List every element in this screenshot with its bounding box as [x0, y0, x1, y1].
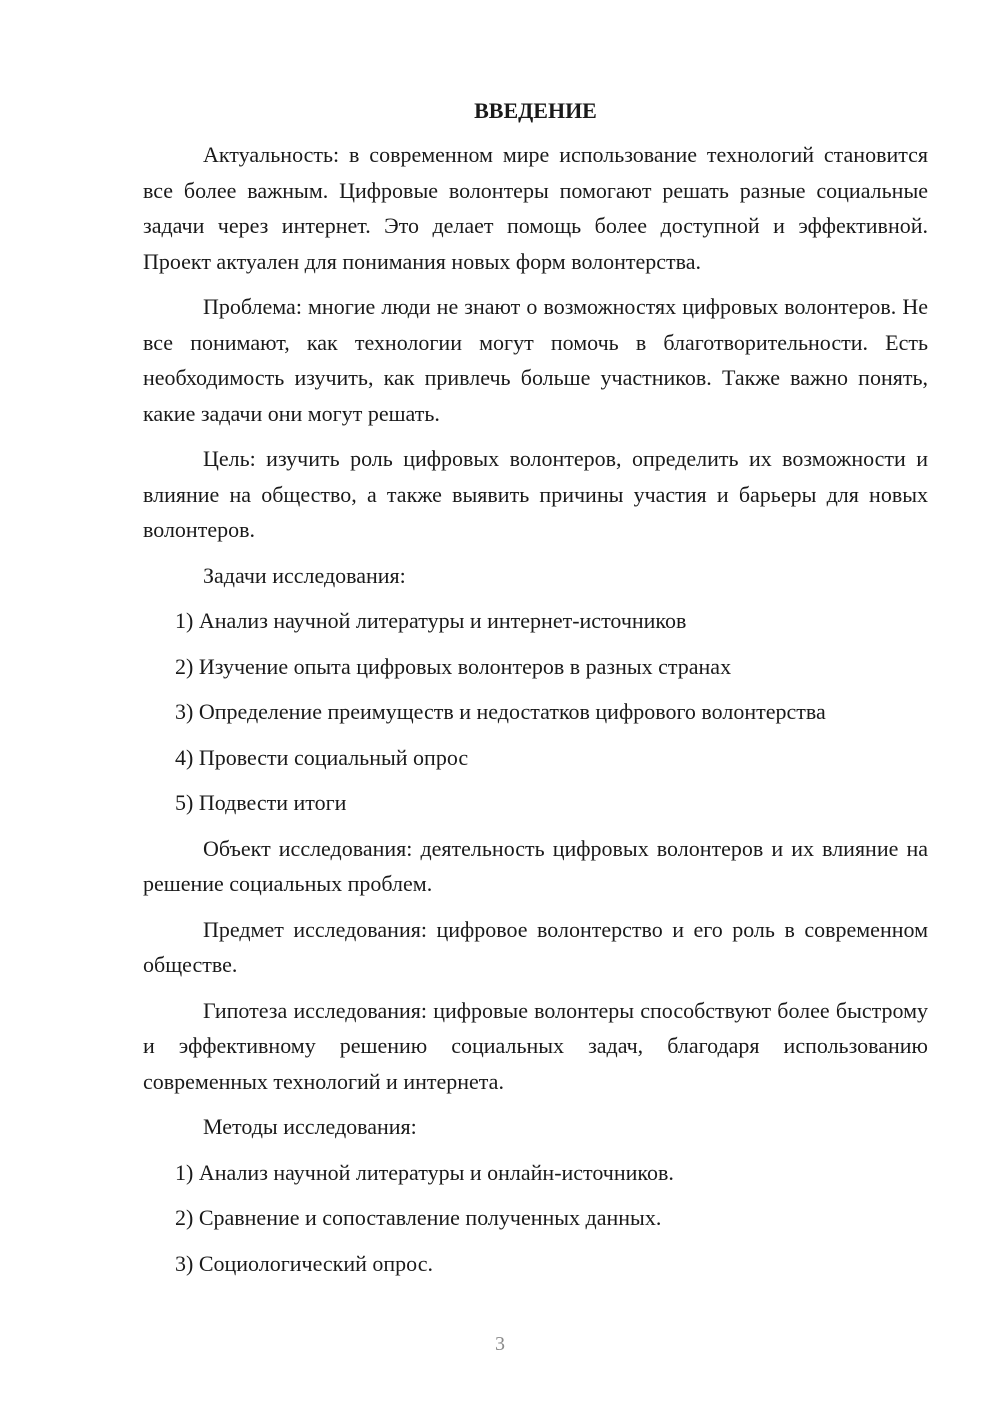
method-item: 3) Социологический опрос.	[175, 1250, 433, 1276]
subject-paragraph: Предмет исследования: цифровое волонтерство и его роль в современном обществе.	[143, 916, 928, 977]
goal-paragraph: Цель: изучить роль цифровых волонтеров, определить их возможности и влияние на общество, а также выявить причины участия и барьеры для новых волонтеров.	[143, 446, 928, 542]
problem-paragraph: Проблема: многие люди не знают о возможностях цифровых волонтеров. Не все понимают, как технологии могут помочь в благотворительности. Есть необходимость изучить, как привлечь больше участников. Также важно понять, какие задачи они могут решать.	[143, 294, 928, 426]
methods-list	[143, 1155, 928, 1282]
relevance-paragraph: Актуальность: в современном мире использование технологий становится все более важным. Цифровые волонтеры помогают решать разные социальные задачи через интернет. Это делает помощь более доступной и эффективной. Проект актуален для понимания новых форм волонтерства.	[143, 142, 928, 274]
page-title: ВВЕДЕНИЕ	[474, 98, 597, 123]
task-item: 4) Провести социальный опрос	[175, 744, 469, 770]
document-page	[143, 96, 928, 1291]
method-item: 2) Сравнение и сопоставление полученных данных.	[175, 1205, 662, 1230]
task-item: 3) Определение преимуществ и недостатков цифрового волонтерства	[175, 699, 826, 724]
task-item: 2) Изучение опыта цифровых волонтеров в разных странах	[175, 653, 732, 679]
tasks-list	[143, 603, 928, 821]
tasks-heading: Задачи исследования:	[203, 562, 406, 588]
task-item: 1) Анализ научной литературы и интернет-источников	[175, 608, 687, 633]
task-item: 5) Подвести итоги	[175, 790, 347, 815]
object-paragraph: Объект исследования: деятельность цифровых волонтеров и их влияние на решение социальных проблем.	[143, 835, 928, 896]
hypothesis-paragraph: Гипотеза исследования: цифровые волонтеры способствуют более быстрому и эффективному решению социальных задач, благодаря использованию современных технологий и интернета.	[143, 997, 928, 1094]
methods-heading: Методы исследования:	[203, 1114, 417, 1139]
method-item: 1) Анализ научной литературы и онлайн-источников.	[175, 1159, 674, 1185]
page-number: 3	[495, 1333, 505, 1355]
